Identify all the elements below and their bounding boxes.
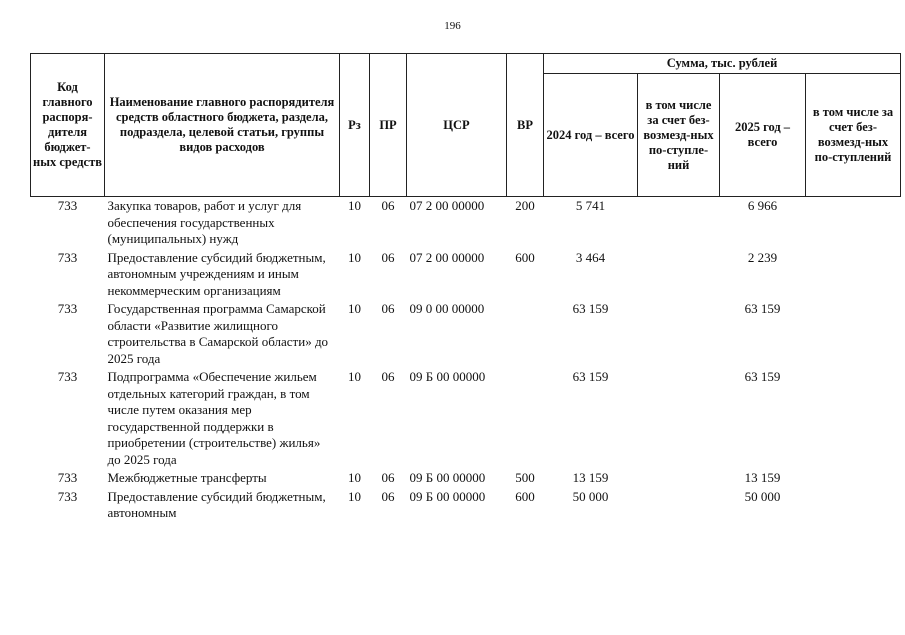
cell-name: Предоставление субсидий бюджетным, автономным учреждениям и иным некоммерческим организациям [107, 249, 326, 298]
cell-name: Подпрограмма «Обеспечение жильем отдельных категорий граждан, в том числе путем оказания мер государственной поддержки в приобретении (строительстве) жилья» до 2025 года [107, 369, 321, 467]
cell-2024-grant [638, 250, 720, 302]
header-csr: ЦСР [407, 54, 507, 197]
table-row [31, 301, 901, 369]
cell-2024-grant [638, 197, 720, 250]
cell-csr: 09 Б 00 00000 [409, 369, 486, 384]
cell-pr: 06 [381, 249, 395, 265]
page-number: 196 [444, 20, 461, 32]
cell-rz: 10 [348, 198, 361, 213]
cell-vr [507, 301, 544, 369]
cell-2025-grant [806, 489, 901, 524]
table-header-row [31, 54, 901, 74]
cell-code: 733 [57, 198, 78, 213]
cell-rz: 10 [348, 369, 361, 384]
cell-code: 733 [57, 369, 78, 384]
cell-code: 733 [57, 488, 78, 504]
cell-2025-total: 6 966 [747, 198, 778, 213]
cell-2024-total: 5 741 [575, 198, 606, 213]
cell-name: Предоставление субсидий бюджетным, автономным [107, 488, 326, 520]
cell-csr: 09 0 00 00000 [409, 301, 485, 316]
table-row [31, 369, 901, 470]
table-row [31, 197, 901, 250]
cell-code: 733 [57, 249, 78, 265]
cell-2025-total: 50 000 [744, 488, 781, 504]
cell-name: Межбюджетные трансферты [107, 470, 267, 485]
cell-2025-total: 63 159 [744, 369, 781, 384]
cell-csr: 09 Б 00 00000 [409, 470, 486, 485]
budget-table [30, 53, 901, 524]
header-pr: ПР [370, 54, 407, 197]
cell-vr: 500 [515, 470, 535, 485]
cell-pr: 06 [381, 301, 395, 316]
cell-2025-total: 63 159 [744, 301, 781, 316]
cell-csr: 07 2 00 00000 [409, 249, 485, 265]
cell-vr: 600 [515, 488, 535, 504]
cell-2025-grant [806, 197, 901, 250]
cell-2025-total: 2 239 [747, 249, 778, 265]
header-2024-grant: в том числе за счет без-возмезд-ных по-ступле-ний [638, 74, 720, 197]
header-rz: Рз [340, 54, 370, 197]
cell-2024-grant [638, 301, 720, 369]
cell-2025-grant [806, 250, 901, 302]
cell-rz: 10 [348, 249, 361, 265]
cell-2024-total: 63 159 [572, 369, 609, 384]
header-2024-total: 2024 год – всего [544, 74, 638, 197]
cell-2025-total: 13 159 [744, 470, 781, 485]
cell-pr: 06 [381, 198, 395, 213]
cell-pr: 06 [381, 488, 395, 504]
cell-2024-grant [638, 470, 720, 489]
cell-code: 733 [57, 301, 78, 316]
cell-2025-grant [806, 301, 901, 369]
cell-vr [507, 369, 544, 470]
cell-name: Закупка товаров, работ и услуг для обеспечения государственных (муниципальных) нужд [107, 198, 302, 246]
cell-rz: 10 [348, 470, 361, 485]
cell-rz: 10 [348, 301, 361, 316]
cell-2024-grant [638, 369, 720, 470]
cell-vr: 200 [515, 198, 535, 213]
table-row [31, 470, 901, 489]
table-body [31, 197, 901, 524]
table-row [31, 489, 901, 524]
cell-2024-total: 50 000 [572, 488, 609, 504]
header-2025-grant: в том числе за счет без-возмезд-ных по-ступлений [806, 74, 901, 197]
cell-code: 733 [57, 470, 78, 485]
cell-2024-total: 13 159 [572, 470, 609, 485]
header-sum: Сумма, тыс. рублей [544, 54, 901, 74]
cell-pr: 06 [381, 369, 395, 384]
cell-vr: 600 [515, 249, 535, 265]
cell-2024-grant [638, 489, 720, 524]
header-vr: ВР [507, 54, 544, 197]
header-2025-total: 2025 год – всего [720, 74, 806, 197]
cell-2025-grant [806, 470, 901, 489]
cell-2024-total: 63 159 [572, 301, 609, 316]
cell-pr: 06 [381, 470, 395, 485]
cell-csr: 09 Б 00 00000 [409, 488, 486, 504]
header-code: Код главного распоря-дителя бюджет-ных средств [31, 54, 105, 197]
cell-2024-total: 3 464 [575, 249, 606, 265]
header-name: Наименование главного распорядителя средств областного бюджета, раздела, подраздела, целевой статьи, группы видов расходов [105, 54, 340, 197]
cell-2025-grant [806, 369, 901, 470]
cell-name: Государственная программа Самарской области «Развитие жилищного строительства в Самарской области» до 2025 года [107, 301, 329, 366]
cell-rz: 10 [348, 488, 361, 504]
cell-csr: 07 2 00 00000 [409, 198, 485, 213]
table-row [31, 250, 901, 302]
